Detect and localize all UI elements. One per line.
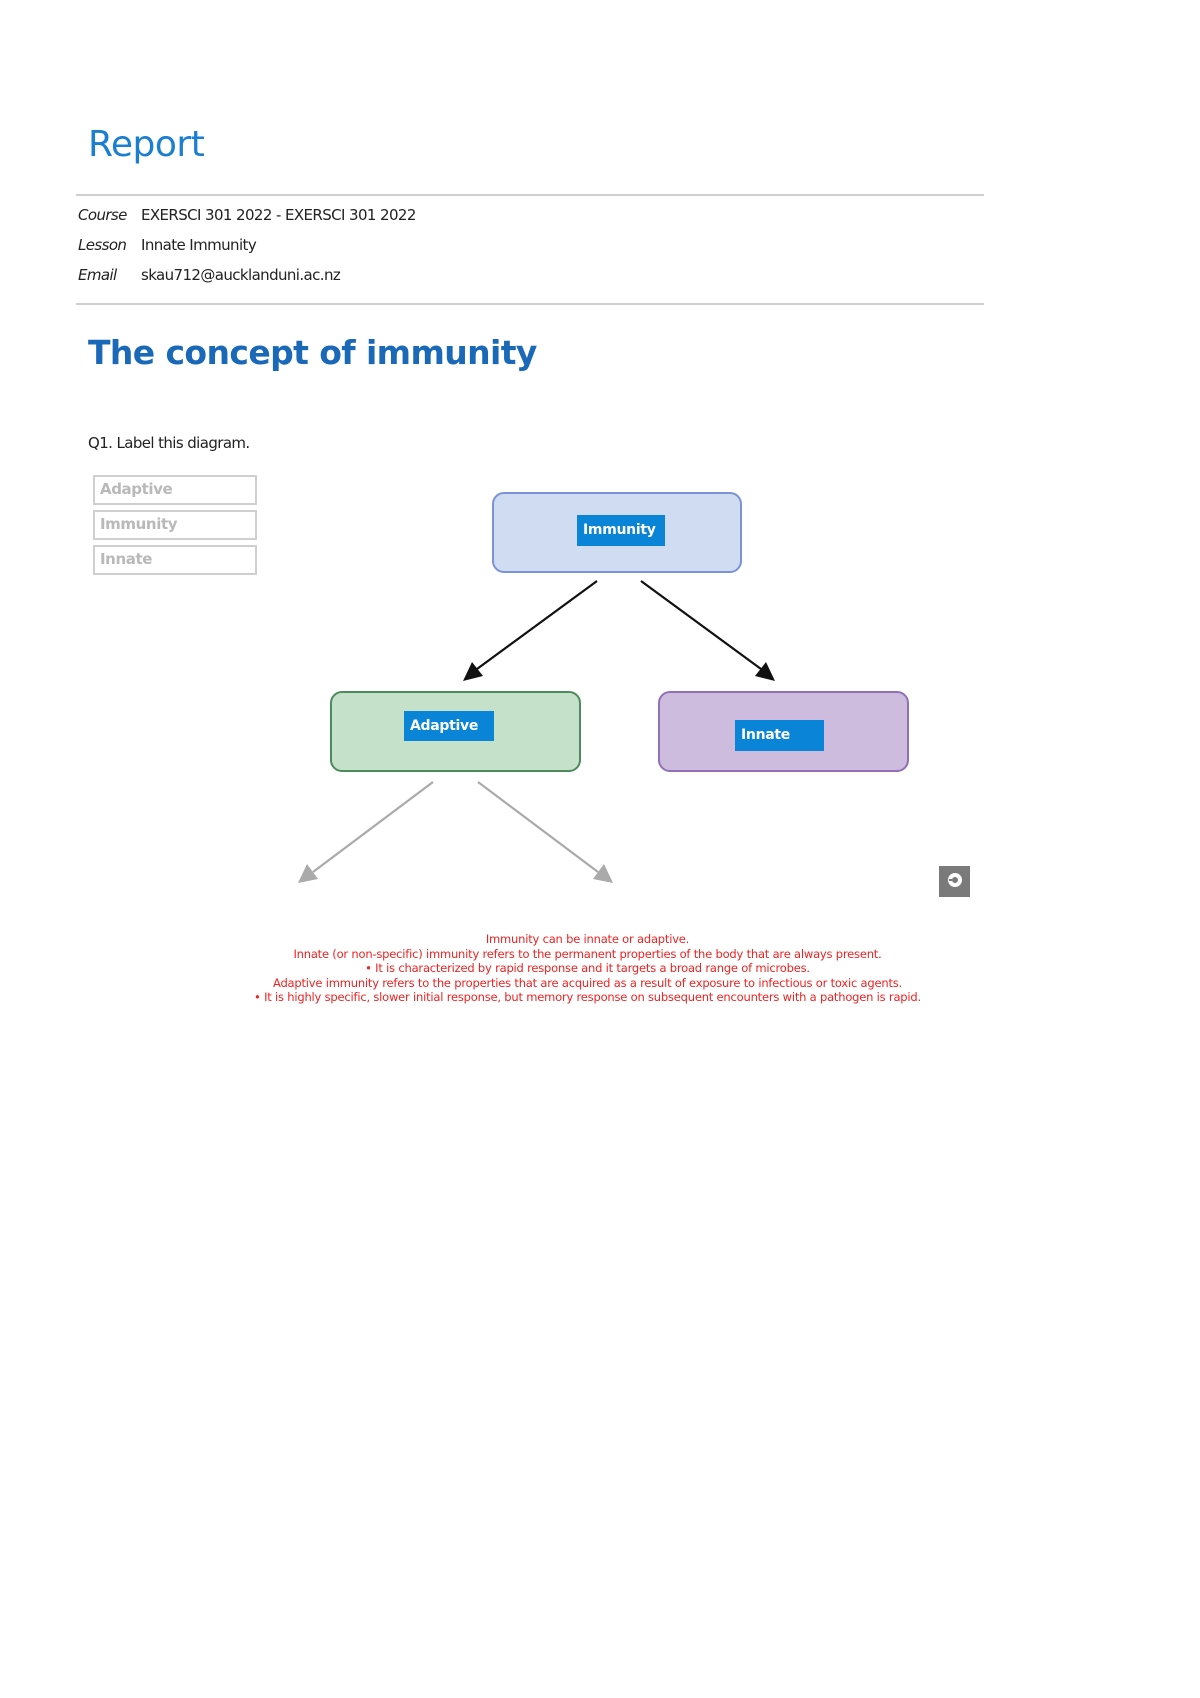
lesson-label: Lesson bbox=[78, 236, 127, 254]
course-row bbox=[78, 200, 416, 230]
word-bank-item-immunity[interactable]: Immunity bbox=[93, 510, 257, 540]
email-row bbox=[78, 260, 416, 290]
drop-label-adaptive[interactable]: Adaptive bbox=[404, 711, 494, 741]
report-meta bbox=[78, 200, 416, 290]
drop-label-innate[interactable]: Innate bbox=[735, 720, 824, 751]
email-value: skau712@aucklanduni.ac.nz bbox=[141, 266, 341, 284]
feedback-line: • It is highly specific, slower initial response, but memory response on subsequent encounters with a pathogen is rapid. bbox=[254, 990, 921, 1005]
feedback-text bbox=[200, 932, 975, 1005]
show-answer-button[interactable] bbox=[939, 866, 970, 897]
feedback-line: • It is characterized by rapid response and it targets a broad range of microbes. bbox=[365, 961, 810, 976]
feedback-line: Innate (or non-specific) immunity refers to the permanent properties of the body that are always present. bbox=[293, 946, 882, 961]
report-title: Report bbox=[88, 124, 205, 165]
arrow-grey-right bbox=[478, 782, 613, 883]
feedback-line: Immunity can be innate or adaptive. bbox=[485, 932, 690, 946]
feedback-line: Adaptive immunity refers to the properties that are acquired as a result of exposure to infectious or toxic agents. bbox=[272, 975, 903, 990]
arrow-grey-left bbox=[298, 782, 433, 883]
course-label: Course bbox=[78, 206, 127, 224]
lesson-value: Innate Immunity bbox=[141, 236, 257, 254]
word-bank-item-adaptive[interactable]: Adaptive bbox=[93, 475, 257, 505]
word-bank bbox=[93, 475, 257, 580]
course-value: EXERSCI 301 2022 - EXERSCI 301 2022 bbox=[141, 206, 416, 224]
section-title: The concept of immunity bbox=[88, 333, 537, 372]
bottom-divider bbox=[76, 303, 984, 305]
arrow-to-innate bbox=[641, 581, 775, 681]
email-label: Email bbox=[78, 266, 117, 284]
lesson-row bbox=[78, 230, 416, 260]
arrow-to-adaptive bbox=[463, 581, 597, 681]
top-divider bbox=[76, 194, 984, 196]
drop-label-immunity[interactable]: Immunity bbox=[577, 515, 665, 546]
word-bank-item-innate[interactable]: Innate bbox=[93, 545, 257, 575]
question-text: Q1. Label this diagram. bbox=[88, 434, 250, 452]
eye-icon bbox=[946, 871, 964, 892]
